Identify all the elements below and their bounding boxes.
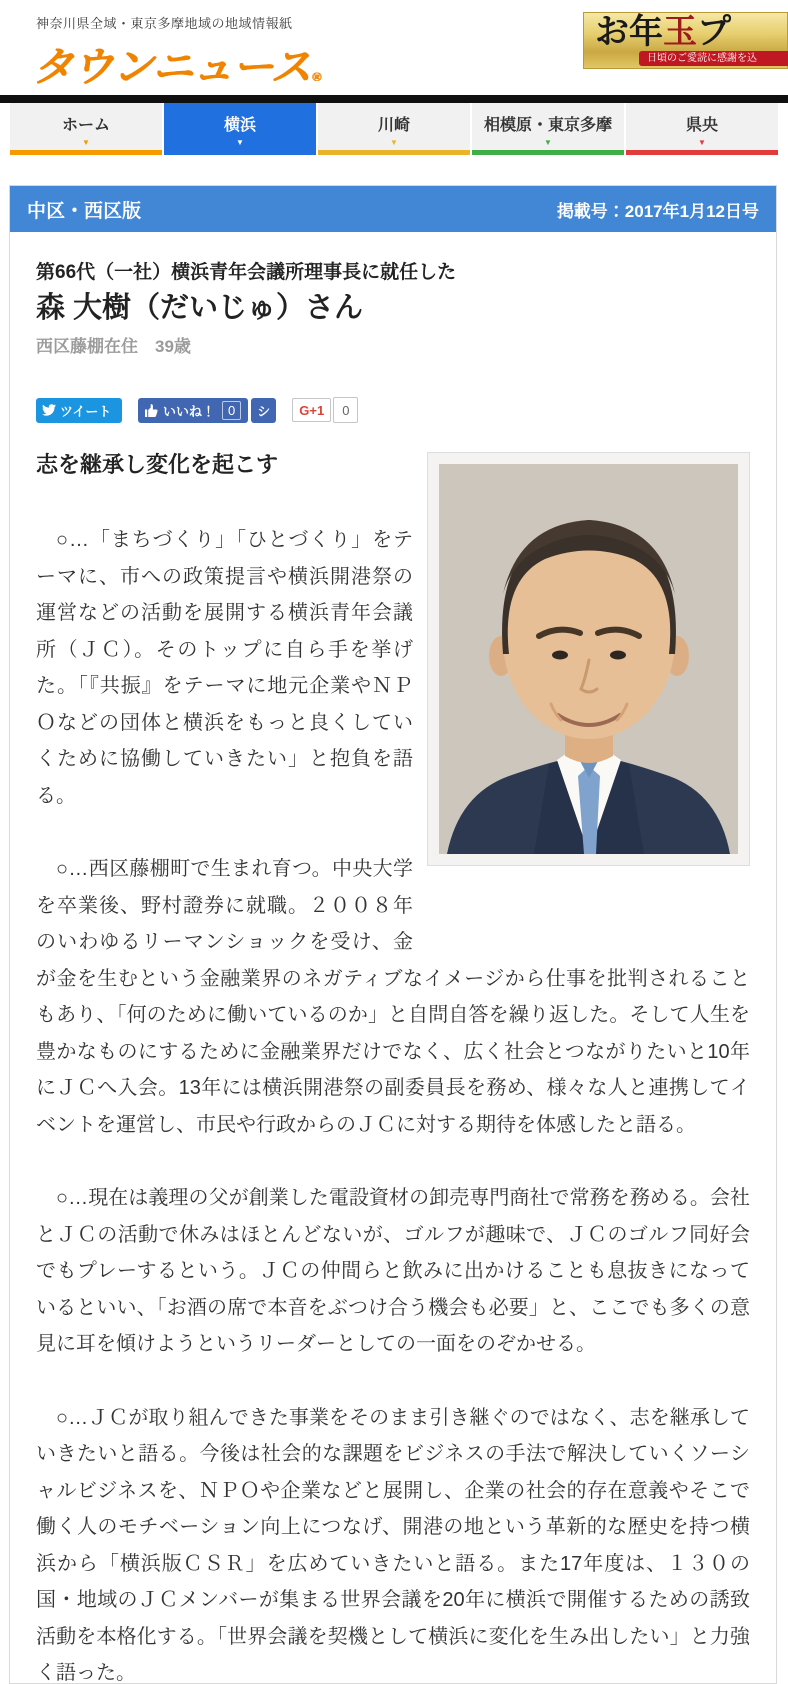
issue-date: 掲載号：2017年1月12日号 bbox=[556, 201, 759, 221]
site-logo-text: タウンニュース bbox=[32, 44, 310, 90]
banner-title: お年玉プ bbox=[595, 14, 731, 51]
registered-mark: ® bbox=[311, 70, 320, 84]
article-paragraph-2: ○…西区藤棚町で生まれ育つ。中央大学を卒業後、野村證券に就職。２００８年のいわゆるリーマンショックを受け、金が金を生むという金融業界のネガティブなイメージから仕事を批判されることもあり、「何のために働いているのか」と自問自答を繰り返した。そして人生を豊かなものにするために金融業界だけでなく、広く社会とつながりたいと10年にＪＣへ入会。13年には横浜開港祭の副委員長を務め、様々な人と連携してイベントを運営し、市民や行政からのＪＣに対する期待を体感したと語る。 bbox=[36, 858, 750, 1136]
nav-tab-label: 相模原・東京多摩 bbox=[483, 117, 612, 134]
article-paragraph-3: ○…現在は義理の父が創業した電設資材の卸売専門商社で常務を務める。会社とＪＣの活動で休みはほとんどないが、ゴルフが趣味で、ＪＣのゴルフ同好会でもプレーするという。ＪＣの仲間らと飲みに出かけることも息抜きになっているといい、「お酒の席で本音をぶつけ合う機会も必要」と、ここでも多くの意見に耳を傾けようというリーダーとしての一面をのぞかせる。 bbox=[36, 1187, 750, 1355]
content-box bbox=[9, 185, 777, 1684]
main-nav bbox=[10, 103, 778, 155]
tweet-label: ツイート bbox=[60, 403, 112, 419]
article-paragraph-1: ○…「まちづくり」「ひとづくり」をテーマに、市への政策提言や横浜開港祭の運営などの活動を展開する横浜青年会議所（ＪＣ）。そのトップに自ら手を挙げた。「『共振』をテーマに地元企業やＮＰＯなどの団体と横浜をもっと良くしていくために協働していきたい」と抱負を語る。 bbox=[36, 529, 413, 807]
article bbox=[10, 232, 776, 1684]
site-logo[interactable] bbox=[32, 34, 320, 93]
nav-tab-label: 県央 bbox=[685, 117, 718, 134]
nav-tab-kenou[interactable] bbox=[626, 103, 778, 155]
article-heading: 志を継承し変化を起こす bbox=[36, 452, 279, 477]
gplus-button[interactable] bbox=[292, 398, 331, 422]
thumbs-up-icon bbox=[145, 404, 158, 417]
gplus-count: 0 bbox=[333, 397, 358, 423]
chevron-down-icon: ▼ bbox=[544, 138, 552, 147]
like-count: 0 bbox=[222, 401, 241, 420]
like-button[interactable] bbox=[138, 398, 248, 423]
nav-tab-yokohama[interactable] bbox=[164, 103, 316, 155]
edition-title: 中区・西区版 bbox=[27, 200, 142, 222]
nav-tab-kawasaki[interactable] bbox=[318, 103, 470, 155]
share-button[interactable] bbox=[251, 398, 276, 423]
article-paragraph-4: ○…ＪＣが取り組んできた事業をそのまま引き継ぐのではなく、志を継承していきたいと語る。今後は社会的な課題をビジネスの手法で解決していくソーシャルビジネスを、ＮＰＯや企業などと展開し、企業の社会的存在意義やそこで働く人のモチベーション向上につなげ、開港の地という革新的な歴史を持つ横浜から「横浜版ＣＳＲ」を広めていきたいと語る。また17年度は、１３０の国・地域のＪＣメンバーが集まる世界会議を20年に横浜で開催するための誘致活動を本格化する。「世界会議を契機として横浜に変化を生み出したい」と力強く語った。 bbox=[36, 1406, 750, 1684]
chevron-down-icon: ▼ bbox=[82, 138, 90, 147]
article-body bbox=[36, 450, 750, 1684]
nav-tab-sagamihara-tokyotama[interactable] bbox=[472, 103, 624, 155]
tweet-button[interactable] bbox=[36, 398, 122, 423]
chevron-down-icon: ▼ bbox=[236, 138, 244, 147]
nav-tab-home[interactable] bbox=[10, 103, 162, 155]
portrait-image bbox=[439, 464, 738, 854]
portrait-photo[interactable] bbox=[427, 452, 750, 866]
banner-strip-text: 日頃のご愛読に感謝を込 bbox=[639, 51, 788, 66]
social-bar bbox=[36, 397, 750, 423]
newyear-banner-ad[interactable] bbox=[583, 12, 788, 69]
like-label: いいね！ bbox=[163, 403, 216, 419]
chevron-down-icon: ▼ bbox=[390, 138, 398, 147]
article-title: 森 大樹（だいじゅ）さん bbox=[36, 292, 364, 324]
site-tagline: 神奈川県全域・東京多摩地域の地域情報紙 bbox=[36, 16, 293, 31]
nav-tab-label: ホーム bbox=[61, 117, 110, 134]
nav-tab-label: 川崎 bbox=[377, 117, 410, 134]
chevron-down-icon: ▼ bbox=[698, 138, 706, 147]
nav-top-bar bbox=[0, 95, 788, 103]
article-subtitle: 第66代（一社）横浜青年会議所理事長に就任した bbox=[36, 262, 457, 283]
share-label: シ bbox=[257, 403, 271, 419]
nav-tab-label: 横浜 bbox=[223, 117, 256, 134]
edition-bar bbox=[10, 186, 776, 232]
gplus-label: G+1 bbox=[299, 402, 325, 418]
twitter-bird-icon bbox=[42, 404, 56, 416]
article-meta: 西区藤棚在住 39歳 bbox=[36, 337, 191, 356]
